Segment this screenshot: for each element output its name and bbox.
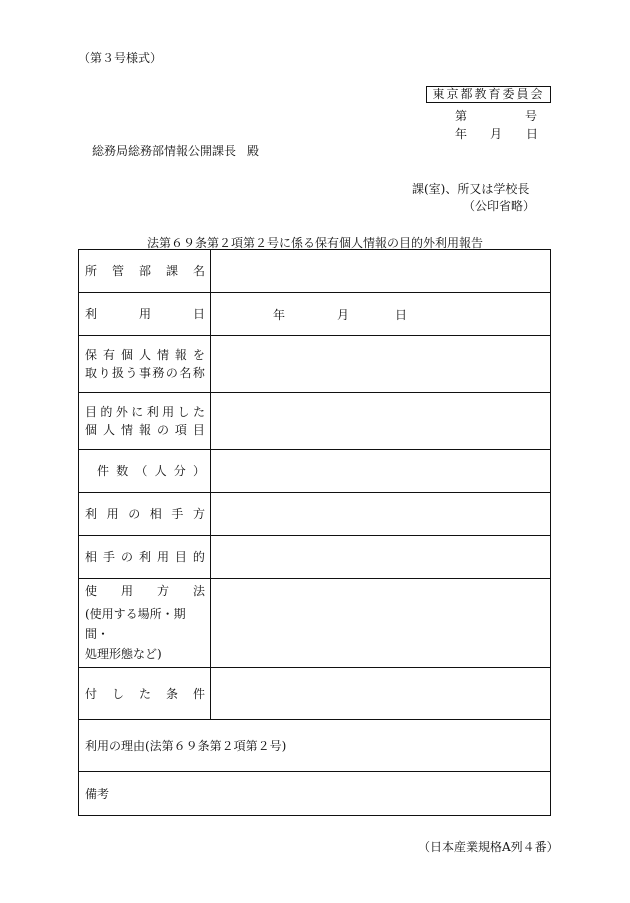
label-char: 件	[97, 464, 110, 478]
label-char: 利	[85, 507, 98, 521]
count-label	[97, 462, 205, 480]
label-char: 管	[111, 264, 124, 278]
business-name-label-line2	[85, 364, 205, 382]
label-char: 課	[165, 264, 178, 278]
field-conditions[interactable]	[211, 668, 551, 720]
label-char: （	[135, 464, 148, 478]
label-char: 用	[138, 307, 151, 321]
label-char: 称	[192, 366, 205, 380]
label-char: 個	[120, 348, 133, 362]
field-department[interactable]	[211, 250, 551, 293]
addressee-honorific: 殿	[247, 144, 260, 158]
reason-label: 利用の理由(法第６９条第２項第２号)	[85, 739, 287, 753]
label-char: 報	[138, 423, 151, 437]
label-char: 目	[192, 423, 205, 437]
field-business-name[interactable]	[211, 336, 551, 393]
field-use-date[interactable]	[211, 293, 551, 336]
info-items-label-line2	[85, 421, 205, 439]
label-char: 付	[85, 686, 98, 701]
field-counterparty-purpose[interactable]	[211, 536, 551, 579]
label-char: 分	[173, 464, 186, 478]
label-char: 所	[85, 264, 98, 278]
label-char: 手	[102, 550, 115, 564]
label-char: 名	[179, 366, 192, 380]
field-info-items[interactable]	[211, 393, 551, 450]
label-count	[79, 450, 211, 493]
row-department	[79, 250, 551, 293]
method-label	[85, 582, 205, 600]
label-char: 事	[138, 366, 151, 380]
row-conditions	[79, 668, 551, 720]
label-char: 情	[120, 423, 133, 437]
row-info-items	[79, 393, 551, 450]
label-char: た	[192, 405, 205, 419]
counterparty-label	[85, 505, 205, 523]
label-char: し	[177, 405, 190, 419]
report-title: 法第６９条第２項第２号に係る保有個人情報の目的外利用報告	[146, 236, 483, 250]
label-char: 利	[146, 405, 159, 419]
label-info-items	[79, 393, 211, 450]
label-conditions	[79, 668, 211, 720]
label-char: う	[125, 366, 138, 380]
label-char: 方	[156, 584, 169, 598]
department-label	[85, 262, 205, 280]
label-char: 務	[152, 366, 165, 380]
label-char: 有	[102, 348, 115, 362]
label-char: 数	[116, 464, 129, 478]
conditions-label	[85, 685, 205, 703]
label-char: 扱	[111, 366, 124, 380]
issuer-name-box: 東京都教育委員会	[426, 86, 551, 103]
row-use-date	[79, 293, 551, 336]
document-number-prefix: 第	[455, 109, 468, 123]
row-remarks	[79, 772, 551, 816]
label-char: 外	[115, 405, 128, 419]
label-char: の	[128, 507, 141, 521]
seal-omitted-note: （公印省略）	[463, 199, 536, 213]
use-date-label	[85, 305, 205, 323]
label-char: 法	[192, 584, 205, 598]
label-department	[79, 250, 211, 293]
row-counterparty-purpose	[79, 536, 551, 579]
label-char: 目	[174, 550, 187, 564]
remarks-label: 備考	[85, 787, 110, 801]
label-char: 相	[85, 550, 98, 564]
label-char: 利	[85, 307, 98, 321]
label-char: 日	[192, 307, 205, 321]
document-number-suffix: 号	[525, 109, 538, 123]
label-char: 手	[171, 507, 184, 521]
label-char: 部	[138, 264, 151, 278]
method-sub1: (使用する場所・期間・	[85, 607, 186, 641]
field-method[interactable]	[211, 579, 551, 668]
label-char: 使	[85, 584, 98, 598]
label-char: 条	[165, 686, 178, 701]
row-counterparty	[79, 493, 551, 536]
field-remarks[interactable]	[79, 772, 551, 816]
field-reason[interactable]	[79, 720, 551, 772]
label-char: の	[156, 423, 169, 437]
label-char: 取	[85, 366, 98, 380]
label-char: を	[192, 348, 205, 362]
label-use-date	[79, 293, 211, 336]
label-counterparty	[79, 493, 211, 536]
label-char: た	[138, 686, 151, 701]
label-char: 件	[192, 686, 205, 701]
label-char: 的	[100, 405, 113, 419]
report-table	[78, 249, 551, 816]
field-counterparty[interactable]	[211, 493, 551, 536]
label-char: の	[120, 550, 133, 564]
label-char: 的	[192, 550, 205, 564]
label-char: 報	[174, 348, 187, 362]
label-char: 情	[156, 348, 169, 362]
field-count[interactable]	[211, 450, 551, 493]
label-char: 個	[85, 423, 98, 437]
label-char: 人	[154, 464, 167, 478]
sender: 課(室)、所又は学校長	[412, 182, 530, 196]
label-char: 方	[192, 507, 205, 521]
label-char: 人	[102, 423, 115, 437]
label-char: 人	[138, 348, 151, 362]
row-business-name	[79, 336, 551, 393]
date-day-label: 日	[526, 127, 539, 141]
label-char: し	[111, 686, 124, 701]
paper-size-note: （日本産業規格A列４番）	[418, 840, 559, 854]
label-char: の	[165, 366, 178, 380]
label-method	[79, 579, 211, 668]
label-char: 用	[162, 405, 175, 419]
method-sub2: 処理形態など)	[85, 647, 162, 661]
label-char: 用	[106, 507, 119, 521]
date-year-label: 年	[455, 127, 468, 141]
info-items-label-line1	[85, 403, 205, 421]
label-business-name	[79, 336, 211, 393]
row-method	[79, 579, 551, 668]
label-char: り	[98, 366, 111, 380]
addressee: 総務局総務部情報公開課長	[92, 144, 237, 158]
use-date-day: 日	[395, 307, 408, 322]
use-date-month: 月	[337, 307, 350, 322]
label-char: 名	[192, 264, 205, 278]
label-char: 用	[156, 550, 169, 564]
label-char: 利	[138, 550, 151, 564]
row-reason	[79, 720, 551, 772]
label-char: に	[131, 405, 144, 419]
label-char: 用	[120, 584, 133, 598]
label-char: ）	[192, 464, 205, 478]
counterparty-purpose-label	[85, 548, 205, 566]
label-char: 目	[85, 405, 98, 419]
label-char: 項	[174, 423, 187, 437]
label-char: 保	[85, 348, 98, 362]
business-name-label-line1	[85, 346, 205, 364]
label-counterparty-purpose	[79, 536, 211, 579]
row-count	[79, 450, 551, 493]
use-date-year: 年	[273, 307, 286, 322]
label-char: 相	[149, 507, 162, 521]
date-month-label: 月	[490, 127, 503, 141]
form-number: （第３号様式）	[78, 51, 163, 65]
